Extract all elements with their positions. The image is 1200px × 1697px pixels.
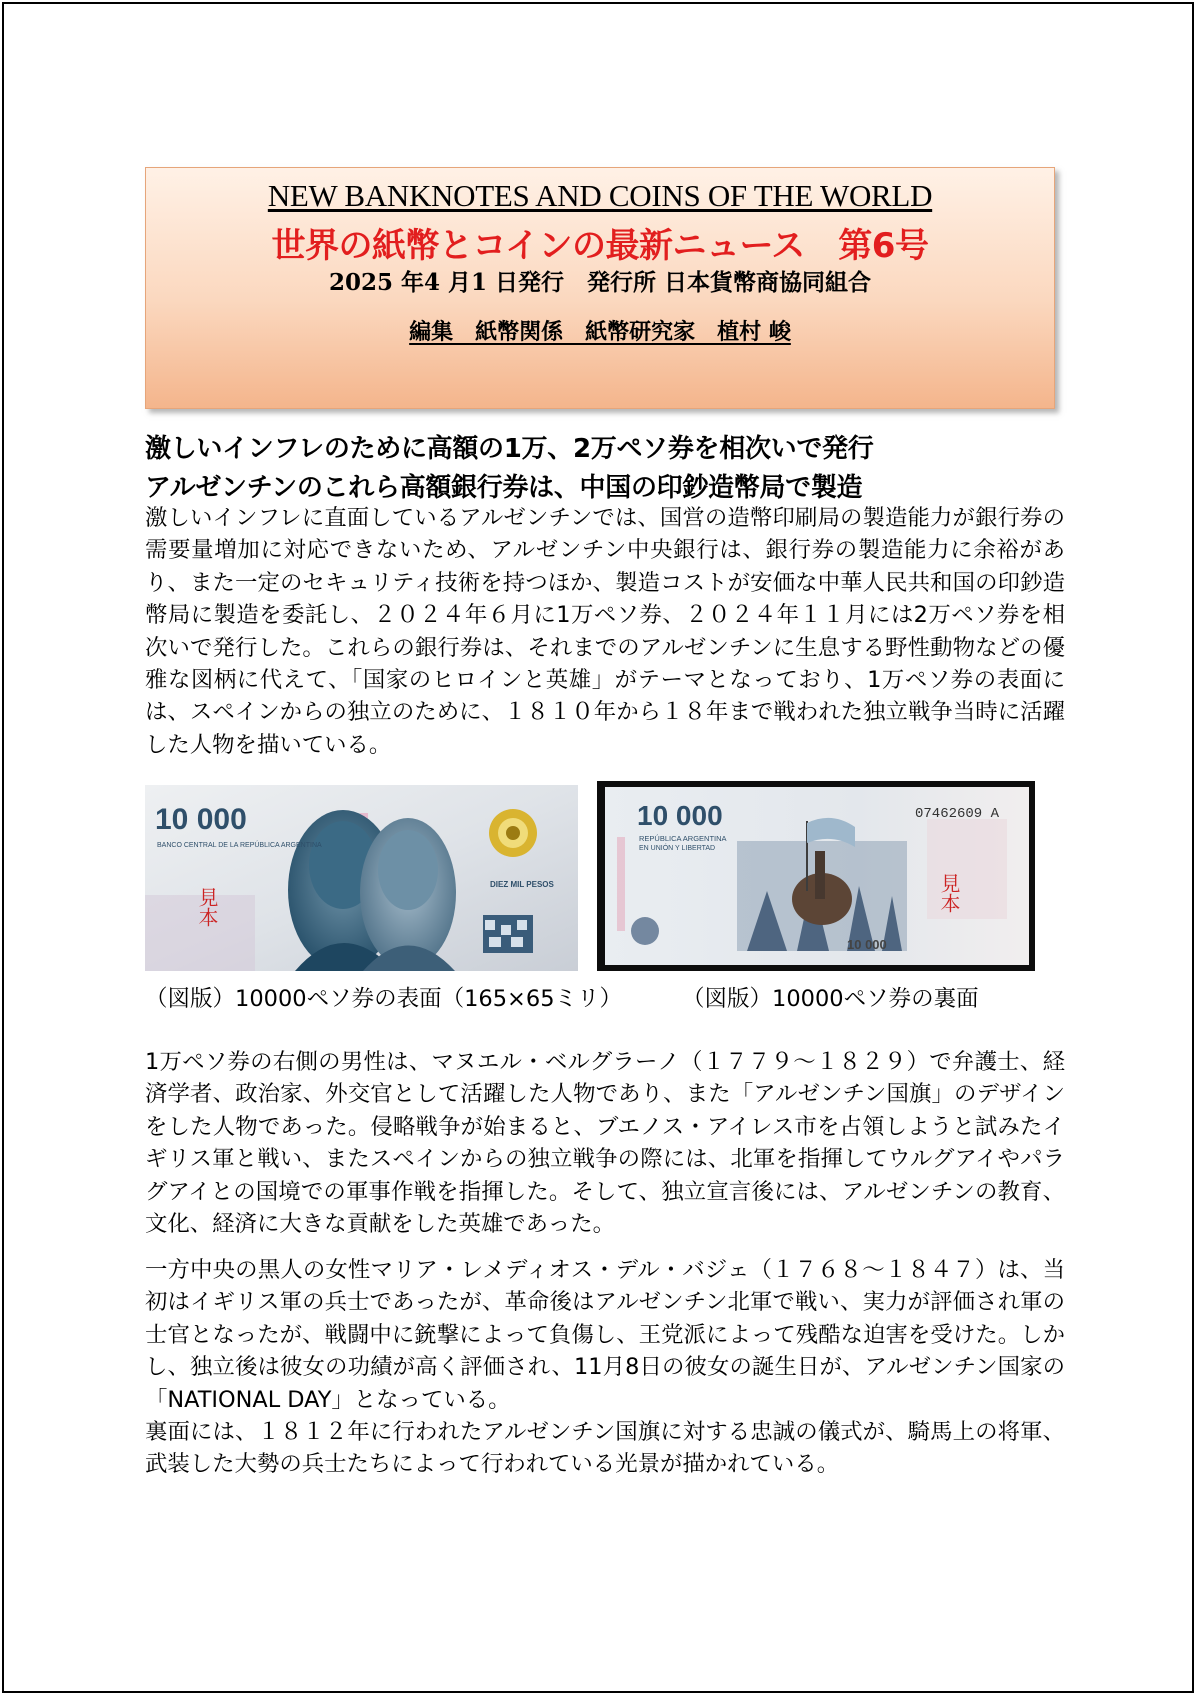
front-bank-name: BANCO CENTRAL DE LA REPÚBLICA ARGENTINA bbox=[157, 842, 322, 849]
body-paragraph-1: 1万ペソ券の右側の男性は、マヌエル・ベルグラーノ（１７７９～１８２９）で弁護士、経済学者、政治家、外交官として活躍した人物であり、また「アルゼンチン国旗」のデザインをした人物であった。侵略戦争が始まると、ブエノス・アイレス市を占領しようと試みたイギリス軍と戦い、またスペインからの独立戦争の際には、北軍を指揮してウルグアイやパラグアイとの国境での軍事作戦を指揮した。そして、独立宣言後には、アルゼンチンの教育、文化、経済に大きな貢献をした英雄であった。 bbox=[145, 1049, 1065, 1238]
back-specimen-mark: 見本 bbox=[937, 873, 961, 913]
issue-date-line: 2025 年4 月1 日発行 発行所 日本貨幣商協同組合 bbox=[328, 269, 872, 296]
body-paragraph-3: 裏面には、１８１２年に行われたアルゼンチン国旗に対する忠誠の儀式が、騎馬上の将軍、武装した大勢の兵士たちによって行われている光景が描かれている。 bbox=[145, 1419, 1065, 1478]
front-specimen-mark: 見本 bbox=[195, 887, 219, 927]
front-denomination: 10 000 bbox=[155, 803, 247, 836]
caption-back: （図版）10000ペソ券の裏面 bbox=[682, 986, 979, 1012]
banknote-front-image bbox=[145, 785, 578, 971]
front-denomination-words: DIEZ MIL PESOS bbox=[490, 880, 554, 889]
newsletter-header bbox=[145, 167, 1055, 409]
body-paragraph-2: 一方中央の黒人の女性マリア・レメディオス・デル・バジェ（１７６８～１８４７）は、当初はイギリス軍の兵士であったが、革命後はアルゼンチン北軍で戦い、実力が評価され軍の士官となったが、戦闘中に銃撃によって負傷し、王党派によって残酷な迫害を受けた。しかし、独立後は彼女の功績が高く評価され、11月8日の彼女の誕生日が、アルゼンチン国家の「NATIONAL DAY」となっている。 bbox=[145, 1257, 1065, 1413]
header-title-japanese: 世界の紙幣とコインの最新ニュース 第6号 bbox=[271, 226, 929, 266]
back-denomination-small: 10 000 bbox=[847, 937, 887, 952]
header-title-english: NEW BANKNOTES AND COINS OF THE WORLD bbox=[267, 178, 933, 213]
editor-line: 編集 紙幣関係 紙幣研究家 植村 峻 bbox=[409, 319, 791, 345]
intro-paragraph: 激しいインフレに直面しているアルゼンチンでは、国営の造幣印刷局の製造能力が銀行券の需要量増加に対応できないため、アルゼンチン中央銀行は、銀行券の製造能力に余裕があり、また一定のセキュリティ技術を持つほか、製造コストが安価な中華人民共和国の印鈔造幣局に製造を委託し、２０２４年６月に1万ペソ券、２０２４年１１月には2万ペソ券を相次いで発行した。これらの銀行券は、それまでのアルゼンチンに生息する野性動物などの優雅な図柄に代えて、「国家のヒロインと英雄」がテーマとなっており、1万ペソ券の表面には、スペインからの独立のために、１８１０年から１８年まで戦われた独立戦争当時に活躍した人物を描いている。 bbox=[145, 505, 1065, 758]
back-bank-name: REPÚBLICA ARGENTINA bbox=[639, 834, 727, 843]
banknote-back-image bbox=[597, 781, 1035, 971]
back-motto: EN UNIÓN Y LIBERTAD bbox=[639, 845, 716, 852]
caption-front: （図版）10000ペソ券の表面（165×65ミリ） bbox=[145, 986, 623, 1012]
headline-line-2: アルゼンチンのこれら高額銀行券は、中国の印鈔造幣局で製造 bbox=[145, 473, 863, 503]
back-denomination: 10 000 bbox=[637, 800, 723, 831]
headline-line-1: 激しいインフレのために高額の1万、2万ペソ券を相次いで発行 bbox=[145, 434, 874, 464]
back-serial-number: 07462609 A bbox=[915, 806, 1000, 822]
